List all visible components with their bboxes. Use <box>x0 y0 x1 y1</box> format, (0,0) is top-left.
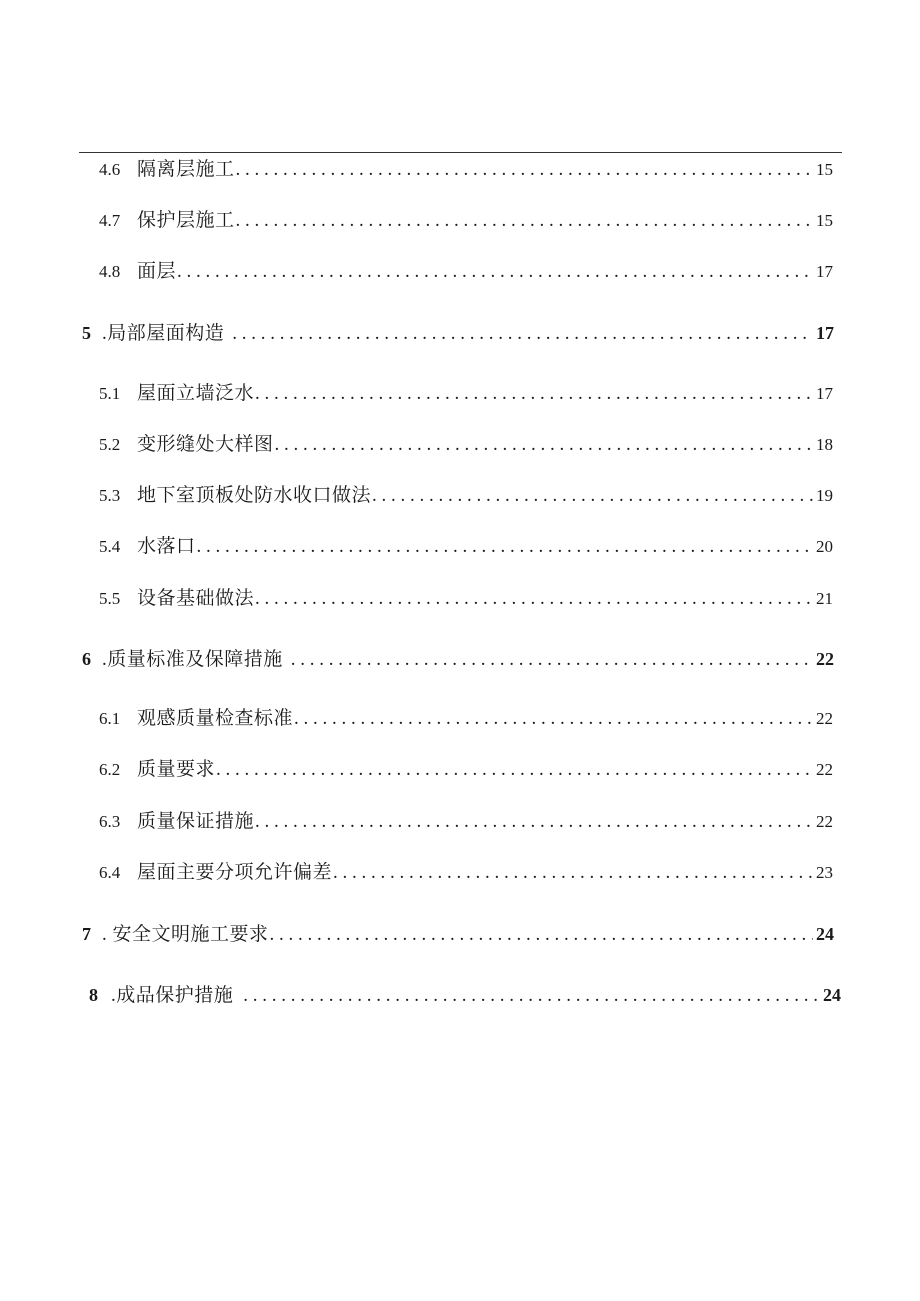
toc-entry-5-2[interactable] <box>99 433 833 457</box>
toc-dot-leader <box>255 382 813 406</box>
toc-dot-leader <box>372 484 813 508</box>
toc-entry-page: 24 <box>816 924 834 944</box>
toc-entry-number: 5.4 <box>99 537 121 556</box>
toc-entry-number: 6.2 <box>99 760 121 779</box>
toc-dot-leader <box>177 260 813 284</box>
toc-entry-number: 5.3 <box>99 486 121 505</box>
toc-entry-page: 22 <box>816 709 833 728</box>
toc-entry-number: 4.8 <box>99 262 121 281</box>
toc-dot-leader <box>294 707 813 731</box>
toc-entry-number: 6.4 <box>99 863 121 882</box>
toc-entry-page: 15 <box>816 211 833 230</box>
toc-entry-page: 17 <box>816 262 833 281</box>
toc-dot-leader <box>270 923 813 947</box>
toc-entry-4-6[interactable] <box>99 158 833 182</box>
toc-entry-5-1[interactable] <box>99 382 833 406</box>
toc-dot-leader <box>232 322 813 346</box>
toc-entry-page: 17 <box>816 323 834 343</box>
toc-entry-title: .成品保护措施 <box>111 985 234 1006</box>
toc-entry-7[interactable] <box>82 922 834 947</box>
toc-entry-number: 6.1 <box>99 709 121 728</box>
toc-dot-leader <box>255 810 813 834</box>
toc-entry-page: 22 <box>816 649 834 669</box>
toc-entry-number: 7 <box>82 924 91 944</box>
toc-entry-title: .质量标准及保障措施 <box>102 649 283 670</box>
toc-entry-8[interactable] <box>89 983 841 1008</box>
toc-entry-number: 5.1 <box>99 384 121 403</box>
toc-entry-number: 8 <box>89 985 98 1005</box>
toc-entry-title: 设备基础做法 <box>137 588 255 609</box>
toc-entry-number: 6.3 <box>99 812 121 831</box>
toc-dot-leader <box>236 209 813 233</box>
toc-dot-leader <box>291 648 813 672</box>
toc-entry-title: 质量要求 <box>137 759 216 780</box>
toc-entry-title: 保护层施工 <box>137 210 235 231</box>
toc-entry-title: 地下室顶板处防水收口做法 <box>137 485 372 506</box>
toc-entry-5-4[interactable] <box>99 535 833 559</box>
toc-entry-page: 22 <box>816 760 833 779</box>
toc-entry-page: 22 <box>816 812 833 831</box>
toc-dot-leader <box>197 535 813 559</box>
toc-entry-page: 24 <box>823 985 841 1005</box>
toc-dot-leader <box>243 984 820 1008</box>
toc-entry-page: 21 <box>816 589 833 608</box>
toc-entry-page: 23 <box>816 863 833 882</box>
toc-entry-6-1[interactable] <box>99 707 833 731</box>
toc-entry-6-4[interactable] <box>99 861 833 885</box>
toc-entry-6-3[interactable] <box>99 810 833 834</box>
toc-entry-title: 水落口 <box>137 536 196 557</box>
toc-entry-page: 15 <box>816 160 833 179</box>
toc-entry-title: 隔离层施工 <box>137 159 235 180</box>
toc-entry-title: 变形缝处大样图 <box>137 434 274 455</box>
toc-dot-leader <box>255 587 813 611</box>
toc-entry-5[interactable] <box>82 321 834 346</box>
toc-entry-title: . 安全文明施工要求 <box>102 924 269 945</box>
toc-entry-title: 面层 <box>137 261 177 282</box>
header-rule <box>79 152 842 153</box>
toc-entry-number: 5.2 <box>99 435 121 454</box>
toc-entry-5-3[interactable] <box>99 484 833 508</box>
toc-dot-leader <box>216 758 813 782</box>
toc-entry-title: 观感质量检查标准 <box>137 708 294 729</box>
toc-entry-6[interactable] <box>82 647 834 672</box>
toc-entry-title: 屋面主要分项允许偏差 <box>137 862 333 883</box>
toc-dot-leader <box>275 433 813 457</box>
toc-entry-number: 4.7 <box>99 211 121 230</box>
toc-entry-page: 19 <box>816 486 833 505</box>
toc-entry-page: 18 <box>816 435 833 454</box>
toc-entry-number: 5.5 <box>99 589 121 608</box>
toc-entry-number: 4.6 <box>99 160 121 179</box>
toc-entry-5-5[interactable] <box>99 587 833 611</box>
toc-entry-page: 20 <box>816 537 833 556</box>
toc-entry-4-7[interactable] <box>99 209 833 233</box>
toc-dot-leader <box>236 158 813 182</box>
toc-entry-6-2[interactable] <box>99 758 833 782</box>
toc-entry-4-8[interactable] <box>99 260 833 284</box>
toc-entry-number: 6 <box>82 649 91 669</box>
toc-dot-leader <box>333 861 813 885</box>
toc-entry-number: 5 <box>82 323 91 343</box>
toc-entry-title: 质量保证措施 <box>137 811 255 832</box>
toc-entry-title: 屋面立墙泛水 <box>137 383 255 404</box>
toc-entry-page: 17 <box>816 384 833 403</box>
toc-entry-title: .局部屋面构造 <box>102 323 225 344</box>
